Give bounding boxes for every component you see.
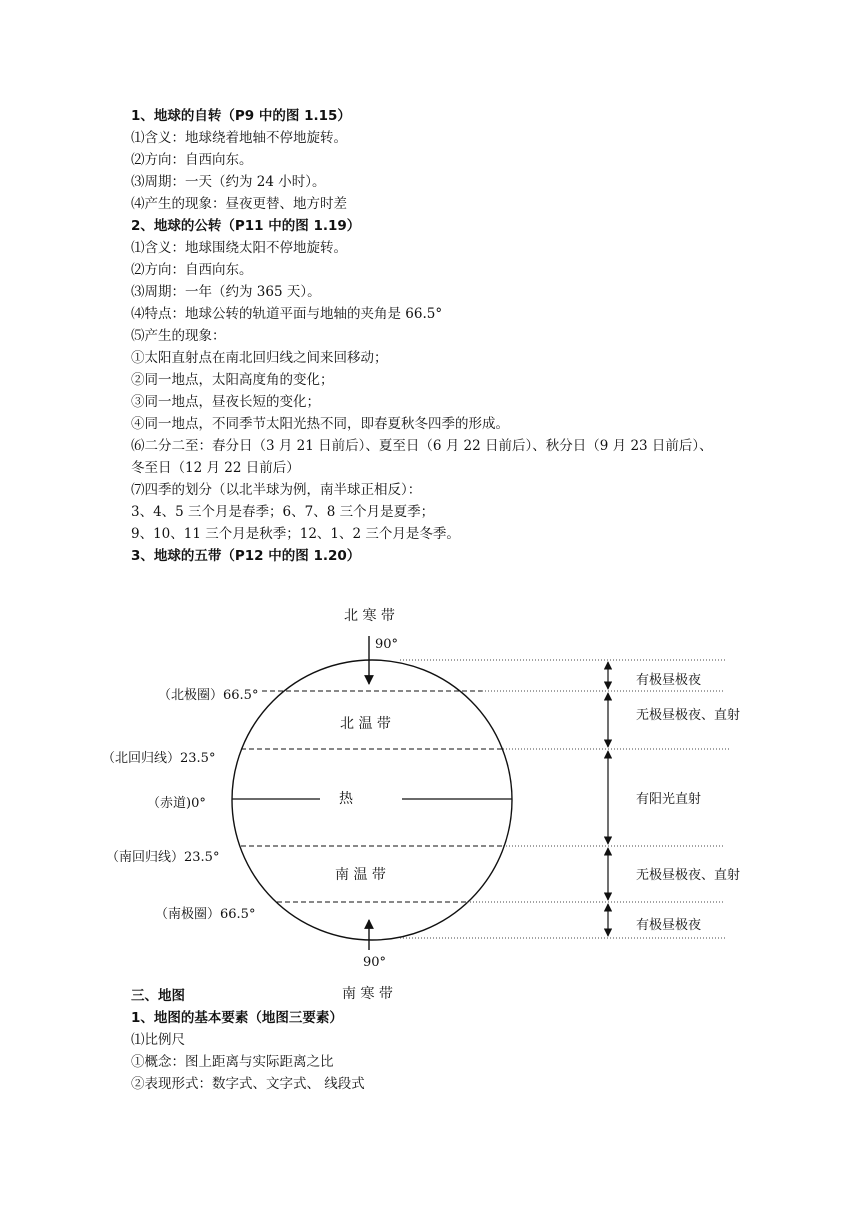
lat-label-antarctic: （南极圈）66.5° — [155, 907, 256, 922]
right-label-polar-s: 有极昼极夜 — [636, 918, 702, 933]
section-heading-rotation: 1、地球的自转（P9 中的图 1.15） — [131, 108, 351, 124]
lat-label-capricorn: （南回归线）23.5° — [106, 850, 220, 865]
zone-label-south-temperate: 南 温 带 — [335, 867, 386, 883]
right-label-no-polar-n: 无极昼极夜、直射 — [636, 708, 741, 723]
globe-circle — [232, 660, 512, 940]
lat-label-cancer: （北回归线）23.5° — [102, 751, 216, 766]
text-line: ⑴含义：地球围绕太阳不停地旋转。 — [131, 240, 347, 256]
text-line: ⑺四季的划分（以北半球为例，南半球正相反）： — [131, 482, 422, 498]
text-line: ⑸产生的现象： — [131, 328, 226, 344]
text-line: ⑴含义：地球绕着地轴不停地旋转。 — [131, 130, 347, 146]
text-line: ①概念：图上距离与实际距离之比 — [131, 1054, 334, 1070]
sub-heading-map-elements: 1、地图的基本要素（地图三要素） — [131, 1010, 343, 1026]
right-label-direct: 有阳光直射 — [636, 792, 702, 807]
degree-label-top: 90° — [375, 637, 399, 652]
text-line: ③同一地点，昼夜长短的变化； — [131, 394, 320, 410]
text-line: ②同一地点，太阳高度角的变化； — [131, 372, 334, 388]
lat-label-equator: （赤道)0° — [147, 796, 206, 811]
text-line: ⑹二分二至：春分日（3 月 21 日前后）、夏至日（6 月 22 日前后）、秋分日（9 月 23 日前后）、 — [131, 438, 713, 454]
text-line: ⑴比例尺 — [131, 1032, 185, 1048]
text-line: ④同一地点，不同季节太阳光热不同，即春夏秋冬四季的形成。 — [131, 416, 509, 432]
right-label-no-polar-s: 无极昼极夜、直射 — [636, 868, 741, 883]
text-line: ⑵方向：自西向东。 — [131, 152, 253, 168]
zone-label-north-frigid: 北 寒 带 — [344, 608, 395, 624]
text-line: ⑶周期：一年（约为 365 天）。 — [131, 284, 321, 300]
lat-label-arctic: （北极圈）66.5° — [158, 688, 259, 703]
text-line: 3、4、5 三个月是春季；6、7、8 三个月是夏季； — [131, 504, 435, 520]
section-heading-five-zones: 3、地球的五带（P12 中的图 1.20） — [131, 548, 361, 564]
text-line: 冬至日（12 月 22 日前后） — [131, 460, 300, 476]
text-line: ⑵方向：自西向东。 — [131, 262, 253, 278]
section-heading-map: 三、地图 — [131, 988, 185, 1004]
degree-label-bottom: 90° — [363, 955, 387, 970]
section-heading-revolution: 2、地球的公转（P11 中的图 1.19） — [131, 218, 361, 234]
text-line: 9、10、11 三个月是秋季；12、1、2 三个月是冬季。 — [131, 526, 460, 542]
text-line: ⑶周期：一天（约为 24 小时）。 — [131, 174, 326, 190]
text-line: ①太阳直射点在南北回归线之间来回移动； — [131, 350, 388, 366]
text-line: ⑷产生的现象：昼夜更替、地方时差 — [131, 196, 347, 212]
text-line: ②表现形式：数字式、文字式、 线段式 — [131, 1076, 365, 1092]
zone-label-north-temperate: 北 温 带 — [340, 716, 391, 732]
zone-label-tropical: 热 — [339, 791, 353, 807]
zone-label-south-frigid: 南 寒 带 — [342, 986, 393, 1002]
text-line: ⑷特点：地球公转的轨道平面与地轴的夹角是 66.5° — [131, 306, 443, 322]
right-label-polar-n: 有极昼极夜 — [636, 673, 702, 688]
